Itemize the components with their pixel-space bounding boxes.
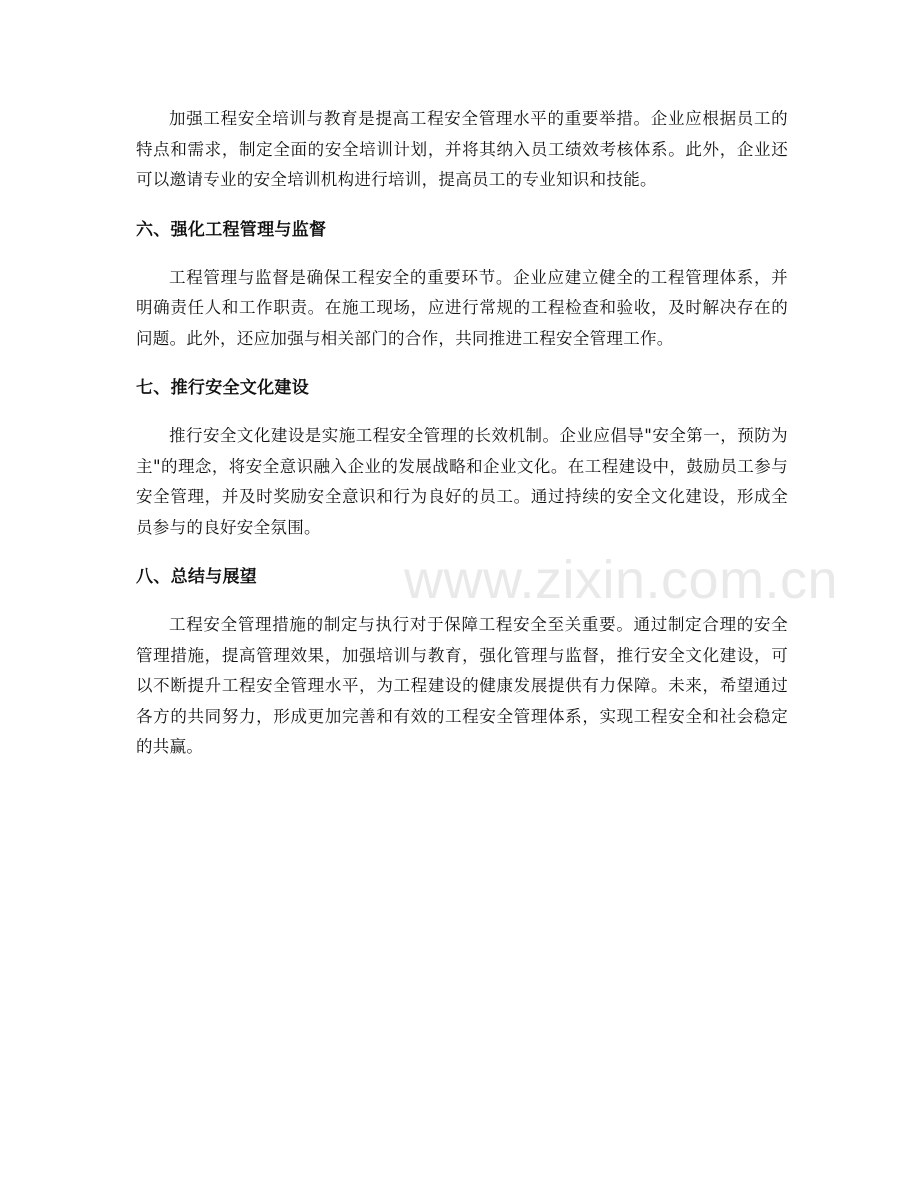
- paragraph-training: 加强工程安全培训与教育是提高工程安全管理水平的重要举措。企业应根据员工的特点和需求，制定全面的安全培训计划，并将其纳入员工绩效考核体系。此外，企业还可以邀请专业的安全培训机构进行培训，提高员工的专业知识和技能。: [136, 109, 788, 189]
- spacer: [136, 592, 788, 610]
- section-heading-8: 八、总结与展望: [136, 567, 258, 587]
- spacer: [136, 196, 788, 215]
- spacer: [136, 543, 788, 562]
- document-body: [136, 104, 788, 763]
- spacer: [136, 403, 788, 421]
- paragraph-safety-culture: 推行安全文化建设是实施工程安全管理的长效机制。企业应倡导"安全第一，预防为主"的理念，将安全意识融入企业的发展战略和企业文化。在工程建设中，鼓励员工参与安全管理，并及时奖励安全意识和行为良好的员工。通过持续的安全文化建设，形成全员参与的良好安全氛围。: [136, 426, 788, 537]
- paragraph-management: 工程管理与监督是确保工程安全的重要环节。企业应建立健全的工程管理体系，并明确责任人和工作职责。在施工现场，应进行常规的工程检查和验收，及时解决存在的问题。此外，还应加强与相关部门的合作，共同推进工程安全管理工作。: [136, 267, 788, 348]
- section-heading-7: 七、推行安全文化建设: [136, 378, 309, 398]
- spacer: [136, 354, 788, 373]
- section-heading-6: 六、强化工程管理与监督: [136, 219, 327, 240]
- watermark: www.zixin.com.cn: [404, 550, 839, 610]
- paragraph-summary: 工程安全管理措施的制定与执行对于保障工程安全至关重要。通过制定合理的安全管理措施，提高管理效果，加强培训与教育，强化管理与监督，推行安全文化建设，可以不断提升工程安全管理水平，为工程建设的健康发展提供有力保障。未来，希望通过各方的共同努力，形成更加完善和有效的工程安全管理体系，实现工程安全和社会稳定的共赢。: [136, 615, 788, 756]
- spacer: [136, 245, 788, 263]
